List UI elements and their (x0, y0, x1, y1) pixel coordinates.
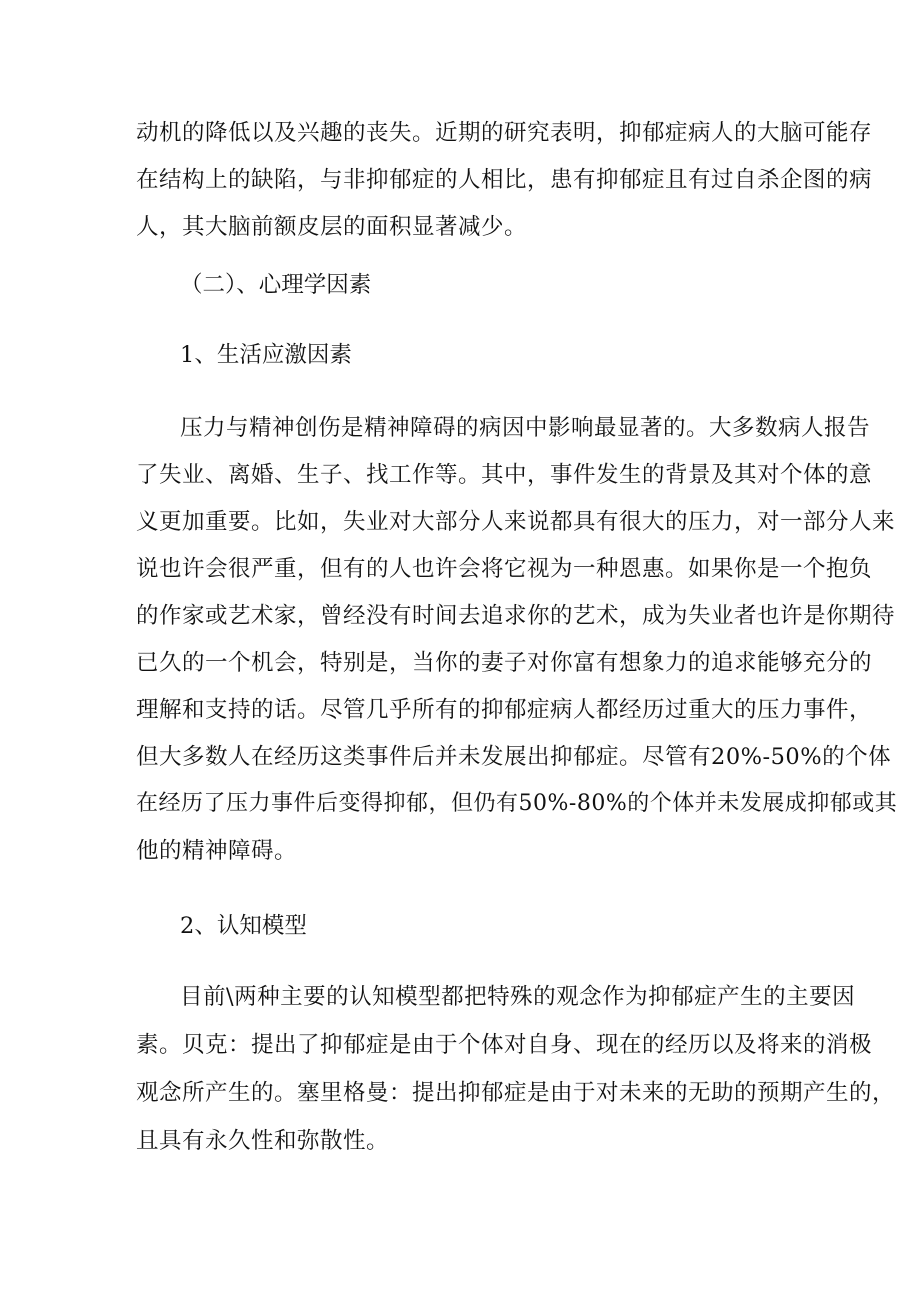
text-line: 了失业、离婚、生子、找工作等。其中，事件发生的背景及其对个体的意 (136, 462, 873, 488)
section-heading: （二）、心理学因素 (180, 272, 372, 298)
text-line: 说也许会很严重，但有的人也许会将它视为一种恩惠。如果你是一个抱负 (136, 556, 873, 582)
subsection-heading-1: 1、生活应激因素 (180, 342, 352, 368)
text-line: 人，其大脑前额皮层的面积显著减少。 (136, 214, 528, 240)
text-line: 理解和支持的话。尽管几乎所有的抑郁症病人都经历过重大的压力事件， (136, 697, 873, 723)
text-line: 义更加重要。比如，失业对大部分人来说都具有很大的压力，对一部分人来 (136, 509, 896, 535)
text-line: 他的精神障碍。 (136, 838, 298, 864)
subsection-heading-2: 2、认知模型 (180, 913, 307, 939)
text-line: 且具有永久性和弥散性。 (136, 1128, 390, 1154)
text-line: 压力与精神创伤是精神障碍的病因中影响最显著的。大多数病人报告 (180, 415, 871, 441)
text-line: 动机的降低以及兴趣的丧失。近期的研究表明，抑郁症病人的大脑可能存 (136, 120, 873, 146)
text-line: 在结构上的缺陷，与非抑郁症的人相比，患有抑郁症且有过自杀企图的病 (136, 167, 873, 193)
text-line: 已久的一个机会，特别是，当你的妻子对你富有想象力的追求能够充分的 (136, 650, 873, 676)
text-line: 素。贝克：提出了抑郁症是由于个体对自身、现在的经历以及将来的消极 (136, 1032, 873, 1058)
text-line: 观念所产生的。塞里格曼：提出抑郁症是由于对未来的无助的预期产生的， (136, 1080, 896, 1106)
text-line: 目前\两种主要的认知模型都把特殊的观念作为抑郁症产生的主要因 (180, 984, 856, 1010)
text-line: 但大多数人在经历这类事件后并未发展出抑郁症。尽管有20%-50%的个体 (136, 744, 892, 770)
text-line: 在经历了压力事件后变得抑郁，但仍有50%-80%的个体并未发展成抑郁或其 (136, 791, 898, 816)
text-line: 的作家或艺术家，曾经没有时间去追求你的艺术，成为失业者也许是你期待 (136, 603, 896, 629)
